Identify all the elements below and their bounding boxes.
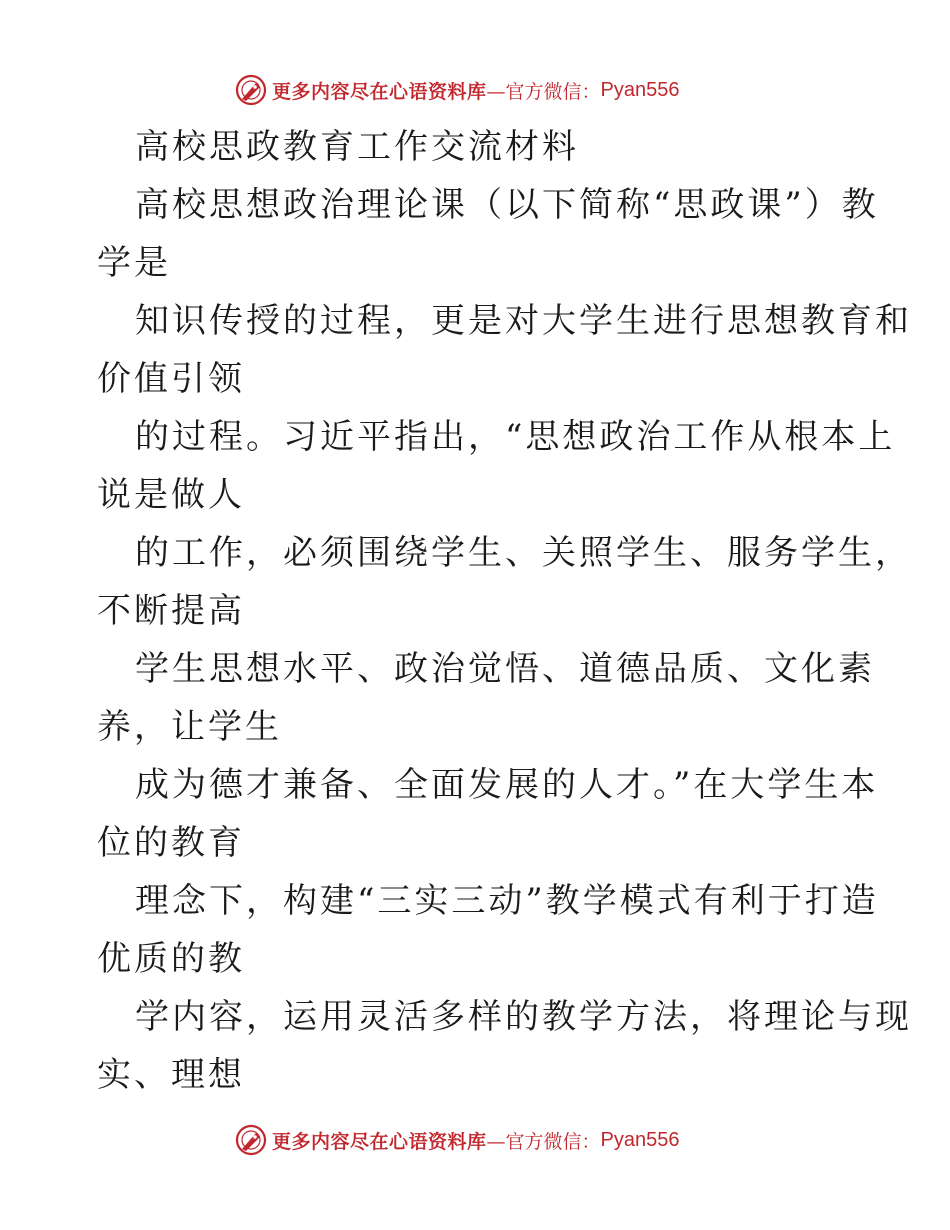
document-body — [97, 118, 912, 1104]
banner-main-text: 更多内容尽在心语资料库 — [272, 1130, 487, 1153]
text-line: 优质的教 — [97, 939, 245, 979]
text-line: 实、理想 — [97, 1055, 245, 1095]
document-title: 高校思政教育工作交流材料 — [135, 127, 579, 167]
banner-wechat-id: Pyan556 — [600, 1128, 680, 1151]
banner-side-text: —官方微信： — [486, 80, 601, 103]
banner-main-text: 更多内容尽在心语资料库 — [272, 80, 487, 103]
text-line: 不断提高 — [97, 591, 245, 631]
text-line: 学是 — [97, 243, 171, 283]
header-watermark-banner — [234, 72, 680, 108]
banner-side-text: —官方微信： — [486, 1130, 601, 1153]
text-line: 养，让学生 — [97, 707, 282, 747]
text-line: 理念下，构建“三实三动”教学模式有利于打造 — [135, 881, 879, 921]
text-line: 的过程。习近平指出，“思想政治工作从根本上 — [135, 417, 896, 457]
text-line: 位的教育 — [97, 823, 245, 863]
text-line: 学内容，运用灵活多样的教学方法，将理论与现 — [135, 997, 912, 1037]
text-line: 高校思想政治理论课（以下简称“思政课”）教 — [135, 185, 879, 225]
text-line: 学生思想水平、政治觉悟、道德品质、文化素 — [135, 649, 875, 689]
text-line: 的工作，必须围绕学生、关照学生、服务学生， — [135, 533, 912, 573]
text-line: 说是做人 — [97, 475, 245, 515]
text-line: 成为德才兼备、全面发展的人才。”在大学生本 — [135, 765, 879, 805]
banner-wechat-id: Pyan556 — [600, 78, 680, 101]
pen-logo-icon — [234, 1123, 268, 1157]
pen-logo-icon — [234, 73, 268, 107]
text-line: 知识传授的过程，更是对大学生进行思想教育和 — [135, 301, 912, 341]
text-line: 价值引领 — [97, 359, 245, 399]
footer-watermark-banner — [234, 1122, 680, 1158]
